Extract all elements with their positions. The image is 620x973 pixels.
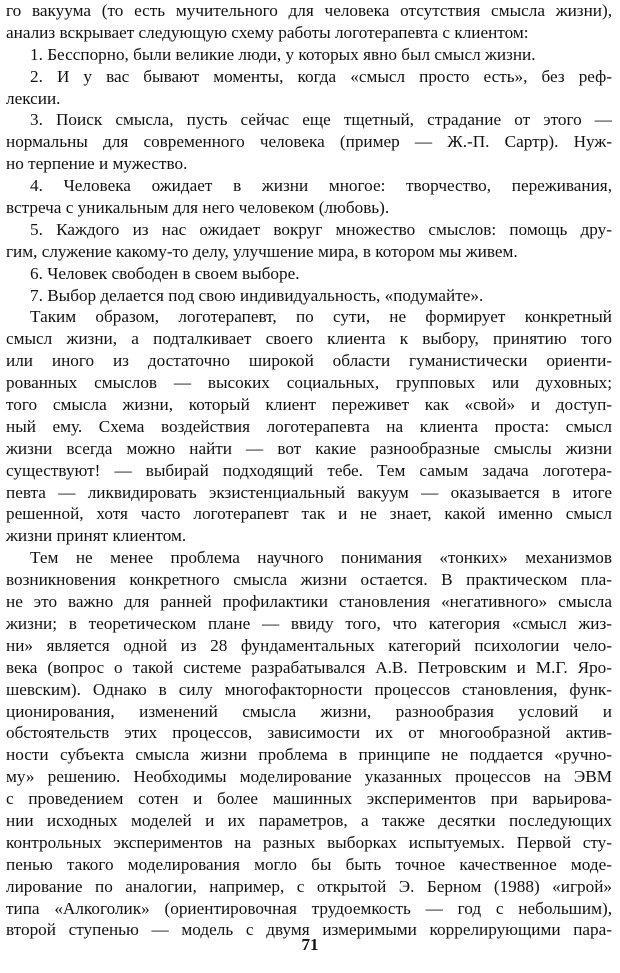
text-line: века (вопрос о такой системе разрабатывался А.В. Петровским и М.Г. Яро- <box>6 657 612 677</box>
text-line: му» решению. Необходимы моделирование указанных процессов на ЭВМ <box>6 767 612 787</box>
text-line: ни» является одной из 28 фундаментальных категорий психологии чело- <box>6 635 612 655</box>
text-line: гим, служение какому-то делу, улучшение мира, в котором мы живем. <box>6 241 518 261</box>
text-line: 7. Выбор делается под свою индивидуальность, «подумайте». <box>30 285 484 305</box>
page-number: 71 <box>301 935 319 954</box>
text-line: лексии. <box>6 88 61 108</box>
text-line: 2. И у вас бывают моменты, когда «смысл просто есть», без реф- <box>30 66 612 86</box>
text-line: 4. Человека ожидает в жизни многое: творчество, переживания, <box>30 176 612 196</box>
text-line: ности субъекта смысла жизни проблема в принципе не поддается «ручно- <box>6 745 612 765</box>
text-line: возникновения конкретного смысла жизни остается. В практическом пла- <box>6 570 612 590</box>
text-line: жизни принят клиентом. <box>6 526 187 546</box>
text-line: типа «Алкоголик» (ориентировочная трудоемкость — год с небольшим), <box>6 898 612 918</box>
text-line: ный ему. Схема воздействия логотерапевта на клиента проста: смысл <box>6 416 612 436</box>
text-line: 1. Бесспорно, были великие люди, у которых явно был смысл жизни. <box>30 44 536 64</box>
text-line: но терпение и мужество. <box>6 154 188 174</box>
text-line: существуют! — выбирай подходящий тебе. Тем самым задача логотера- <box>6 460 612 480</box>
text-line: шевским). Однако в силу многофакторности процессов становления, функ- <box>6 679 612 699</box>
text-line: 3. Поиск смысла, пусть сейчас еще тщетный, страдание от этого — <box>30 110 612 130</box>
text-line: или иного из достаточно широкой области гуманистически ориенти- <box>6 351 612 371</box>
text-line: обстоятельств этих процессов, зависимости их от многообразной актив- <box>6 723 612 743</box>
text-line: того смысла жизни, который клиент переживет как «свой» и доступ- <box>6 395 612 415</box>
text-line: Тем не менее проблема научного понимания «тонких» механизмов <box>30 548 612 568</box>
text-line: ционирования, изменений смысла жизни, разнообразия условий и <box>6 701 612 721</box>
page-body <box>6 0 612 941</box>
text-line: анализ вскрывает следующую схему работы логотерапевта с клиентом: <box>6 22 529 42</box>
text-line: с проведением сотен и более машинных экспериментов при варьирова- <box>6 789 612 809</box>
text-line: жизни всегда можно найти — вот какие разнообразные смыслы жизни <box>6 438 612 458</box>
text-line: нормальны для современного человека (пример — Ж.-П. Сартр). Нуж- <box>6 132 612 152</box>
text-line: встреча с уникальным для него человеком (любовь). <box>6 198 390 218</box>
text-line: 5. Каждого из нас ожидает вокруг множество смыслов: помощь дру- <box>30 219 612 239</box>
text-line: жизни; в теоретическом плане — ввиду того, что категория «смысл жиз- <box>6 613 612 633</box>
text-line: не это важно для ранней профилактики становления «негативного» смысла <box>6 592 612 612</box>
text-line: второй ступенью — модель с двумя измеримыми коррелирующими пара- <box>6 920 612 940</box>
text-line: го вакуума (то есть мучительного для человека отсутствия смысла жизни), <box>6 1 612 20</box>
text-line: нии исходных моделей и их параметров, а также десятки последующих <box>6 810 612 830</box>
text-line: 6. Человек свободен в своем выборе. <box>30 263 300 283</box>
text-line: решенной, хотя часто логотерапевт так и не знает, какой именно смысл <box>6 504 612 524</box>
text-line: смысл жизни, а подталкивает своего клиента к выбору, принятию того <box>6 329 612 349</box>
text-line: лирование по аналогии, например, с открытой Э. Берном (1988) «игрой» <box>6 876 612 896</box>
text-line: певта — ликвидировать экзистенциальный вакуум — оказывается в итоге <box>6 482 612 502</box>
text-line: контрольных экспериментов на разных выборках испытуемых. Первой сту- <box>6 832 612 852</box>
text-line: пенью такого моделирования могло бы быть точное качественное моде- <box>6 854 612 874</box>
text-line: рованных смыслов — высоких социальных, групповых или духовных; <box>6 373 612 393</box>
text-line: Таким образом, логотерапевт, по сути, не формирует конкретный <box>30 307 612 327</box>
